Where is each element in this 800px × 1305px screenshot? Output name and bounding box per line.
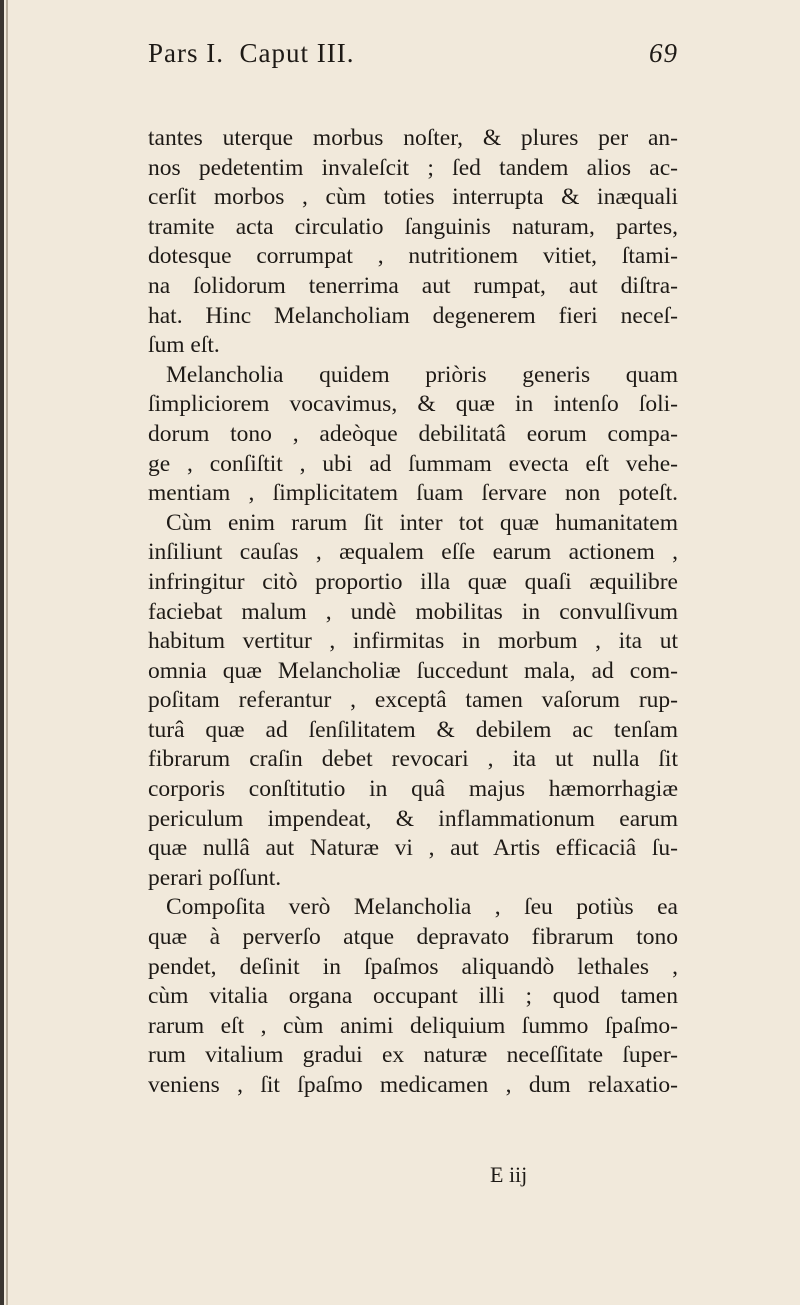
text-line: quæ à perverſo atque depravato fibrarum tono [148,924,678,951]
text-line: turâ quæ ad ſenſilitatem & debilem ac tenſam [148,716,678,743]
text-line: inſiliunt cauſas , æqualem eſſe earum actionem , [148,539,678,566]
text-line: rum vitalium gradui ex naturæ neceſſitate ſuper- [148,1042,678,1069]
running-title [148,38,354,69]
text-line: poſitam referantur , exceptâ tamen vaſorum rup- [148,687,678,714]
text-line: hat. Hinc Melancholiam degenerem fieri neceſ- [148,302,678,329]
running-header [148,38,678,74]
text-line: Cùm enim rarum ſit inter tot quæ humanitatem [166,509,678,536]
text-line: mentiam , ſimplicitatem ſuam ſervare non poteſt. [148,480,678,507]
pars-label: Pars I. [148,38,224,68]
page-edge-shadow [6,0,8,1305]
text-line: nos pedetentim invaleſcit ; ſed tandem alios ac- [148,154,678,181]
text-line: ſum eſt. [148,332,220,359]
text-line: pendet, deſinit in ſpaſmos aliquandò lethales , [148,953,678,980]
text-line: corporis conſtitutio in quâ majus hæmorrhagiæ [148,776,678,803]
text-line: ſimpliciorem vocavimus, & quæ in intenſo ſoli- [148,391,678,418]
text-line: rarum eſt , cùm animi deliquium ſummo ſpaſmo- [148,1012,678,1039]
text-line: infringitur citò proportio illa quæ quaſi æquilibre [148,568,678,595]
text-line: tramite acta circulatio ſanguinis naturam, partes, [148,213,678,240]
text-line: na ſolidorum tenerrima aut rumpat, aut diſtra- [148,272,678,299]
signature-mark: E iij [490,1162,528,1187]
text-line: ge , conſiſtit , ubi ad ſummam evecta eſt vehe- [148,450,678,477]
text-line: perari poſſunt. [148,864,282,891]
body-text [148,124,678,1101]
text-line: habitum vertitur , infirmitas in morbum , ita ut [148,628,678,655]
text-line: faciebat malum , undè mobilitas in convulſivum [148,598,678,625]
text-line: cùm vitalia organa occupant illi ; quod tamen [148,983,678,1010]
text-line: tantes uterque morbus noſter, & plures per an- [148,125,678,151]
text-line: veniens , ſit ſpaſmo medicamen , dum relaxatio- [148,1072,678,1098]
text-line: quæ nullâ aut Naturæ vi , aut Artis efficaciâ ſu- [148,835,678,862]
text-line: fibrarum craſin debet revocari , ita ut nulla ſit [148,746,678,773]
text-line: Melancholia quidem priòris generis quam [166,361,678,388]
text-line: omnia quæ Melancholiæ ſuccedunt mala, ad com- [148,657,678,684]
page-number: 69 [649,38,678,68]
page-edge [0,0,4,1305]
caput-label: Caput III. [239,38,355,68]
text-line: Compoſita verò Melancholia , ſeu potiùs ea [166,894,678,921]
text-line: cerſit morbos , cùm toties interrupta & inæquali [148,184,678,211]
text-line: periculum impendeat, & inflammationum earum [148,805,678,832]
text-line: dotesque corrumpat , nutritionem vitiet, ſtami- [148,243,678,270]
text-line: dorum tono , adeòque debilitatâ eorum compa- [148,420,678,447]
